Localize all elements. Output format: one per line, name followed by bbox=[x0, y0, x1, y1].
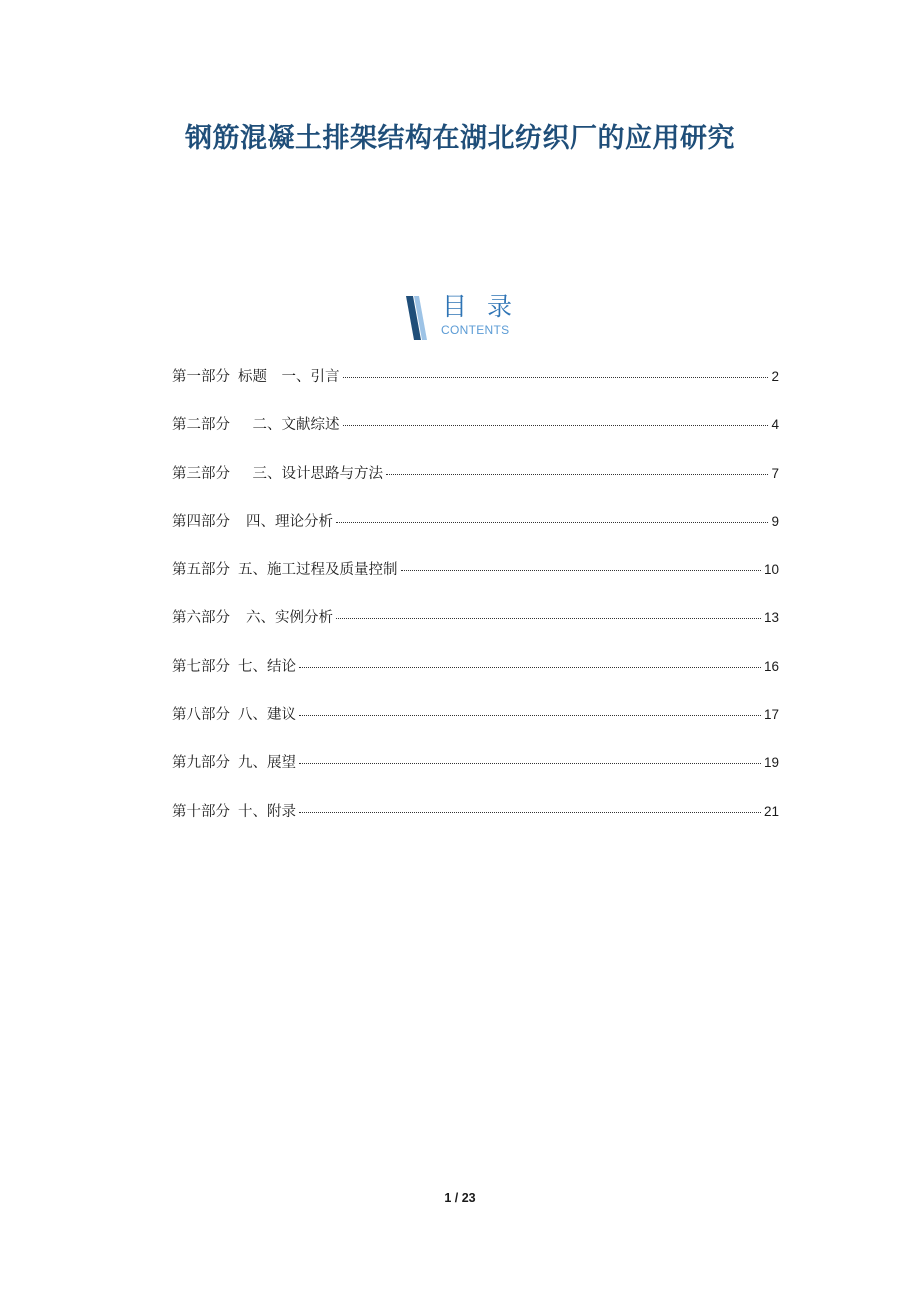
toc-entry-part: 第二部分 bbox=[172, 417, 230, 434]
toc-entry[interactable] bbox=[172, 511, 779, 559]
toc-entry[interactable] bbox=[172, 656, 779, 704]
document-title: 钢筋混凝土排架结构在湖北纺织厂的应用研究 bbox=[185, 123, 735, 154]
toc-entry-leader bbox=[343, 376, 769, 378]
toc-entry[interactable] bbox=[172, 752, 779, 800]
toc-entry[interactable] bbox=[172, 559, 779, 607]
toc-entry-leader bbox=[343, 424, 769, 426]
toc-entry[interactable] bbox=[172, 801, 779, 849]
toc-entry-leader bbox=[336, 521, 768, 523]
toc-entry-title: 五、施工过程及质量控制 bbox=[238, 562, 398, 579]
toc-entry[interactable] bbox=[172, 366, 779, 414]
toc-entry-page: 7 bbox=[771, 465, 779, 481]
toc-bookmark-icon bbox=[404, 296, 432, 340]
toc-entry-page: 13 bbox=[763, 610, 779, 626]
toc-entry-title: 二、文献综述 bbox=[238, 417, 340, 434]
page-number: 1 / 23 bbox=[444, 1191, 476, 1205]
toc-entry-page: 2 bbox=[771, 369, 779, 384]
toc-entry-page: 10 bbox=[763, 562, 779, 578]
toc-entry-title: 八、建议 bbox=[238, 707, 296, 724]
toc-entry-leader bbox=[336, 617, 761, 619]
toc-entry-part: 第九部分 bbox=[172, 755, 230, 772]
toc-entry[interactable] bbox=[172, 607, 779, 655]
toc-entry-page: 21 bbox=[763, 803, 779, 819]
toc-entry-leader bbox=[299, 666, 761, 668]
toc-entry-title: 三、设计思路与方法 bbox=[238, 465, 383, 482]
toc-entry-page: 4 bbox=[771, 417, 779, 433]
toc-entry-title: 四、理论分析 bbox=[246, 513, 333, 530]
toc-heading-subtitle: CONTENTS bbox=[441, 323, 510, 337]
toc-entry-part: 第三部分 bbox=[172, 465, 230, 482]
toc-entry-leader bbox=[401, 569, 761, 571]
toc-entry-page: 16 bbox=[763, 658, 779, 674]
toc-heading-title: 目 录 bbox=[442, 292, 518, 321]
toc-entry-title: 六、实例分析 bbox=[246, 610, 333, 627]
toc-entry-title: 标题 一、引言 bbox=[238, 369, 340, 385]
toc-list bbox=[172, 366, 779, 849]
toc-entry-page: 17 bbox=[763, 707, 779, 723]
toc-entry-title: 九、展望 bbox=[238, 755, 296, 772]
toc-entry-leader bbox=[386, 473, 768, 475]
toc-entry-title: 七、结论 bbox=[238, 658, 296, 675]
toc-entry[interactable] bbox=[172, 414, 779, 462]
toc-entry-part: 第八部分 bbox=[172, 707, 230, 724]
toc-entry-page: 9 bbox=[771, 513, 779, 529]
toc-entry-part: 第十部分 bbox=[172, 803, 230, 820]
toc-entry-leader bbox=[299, 811, 761, 813]
toc-heading bbox=[404, 292, 534, 340]
toc-entry-page: 19 bbox=[763, 755, 779, 771]
toc-entry-part: 第一部分 bbox=[172, 369, 230, 385]
toc-entry-leader bbox=[299, 762, 761, 764]
toc-entry-part: 第五部分 bbox=[172, 562, 230, 579]
toc-entry-part: 第四部分 bbox=[172, 513, 230, 530]
toc-entry[interactable] bbox=[172, 704, 779, 752]
toc-entry-leader bbox=[299, 714, 761, 716]
toc-entry[interactable] bbox=[172, 463, 779, 511]
toc-entry-part: 第七部分 bbox=[172, 658, 230, 675]
toc-entry-part: 第六部分 bbox=[172, 610, 230, 627]
toc-entry-title: 十、附录 bbox=[238, 803, 296, 820]
